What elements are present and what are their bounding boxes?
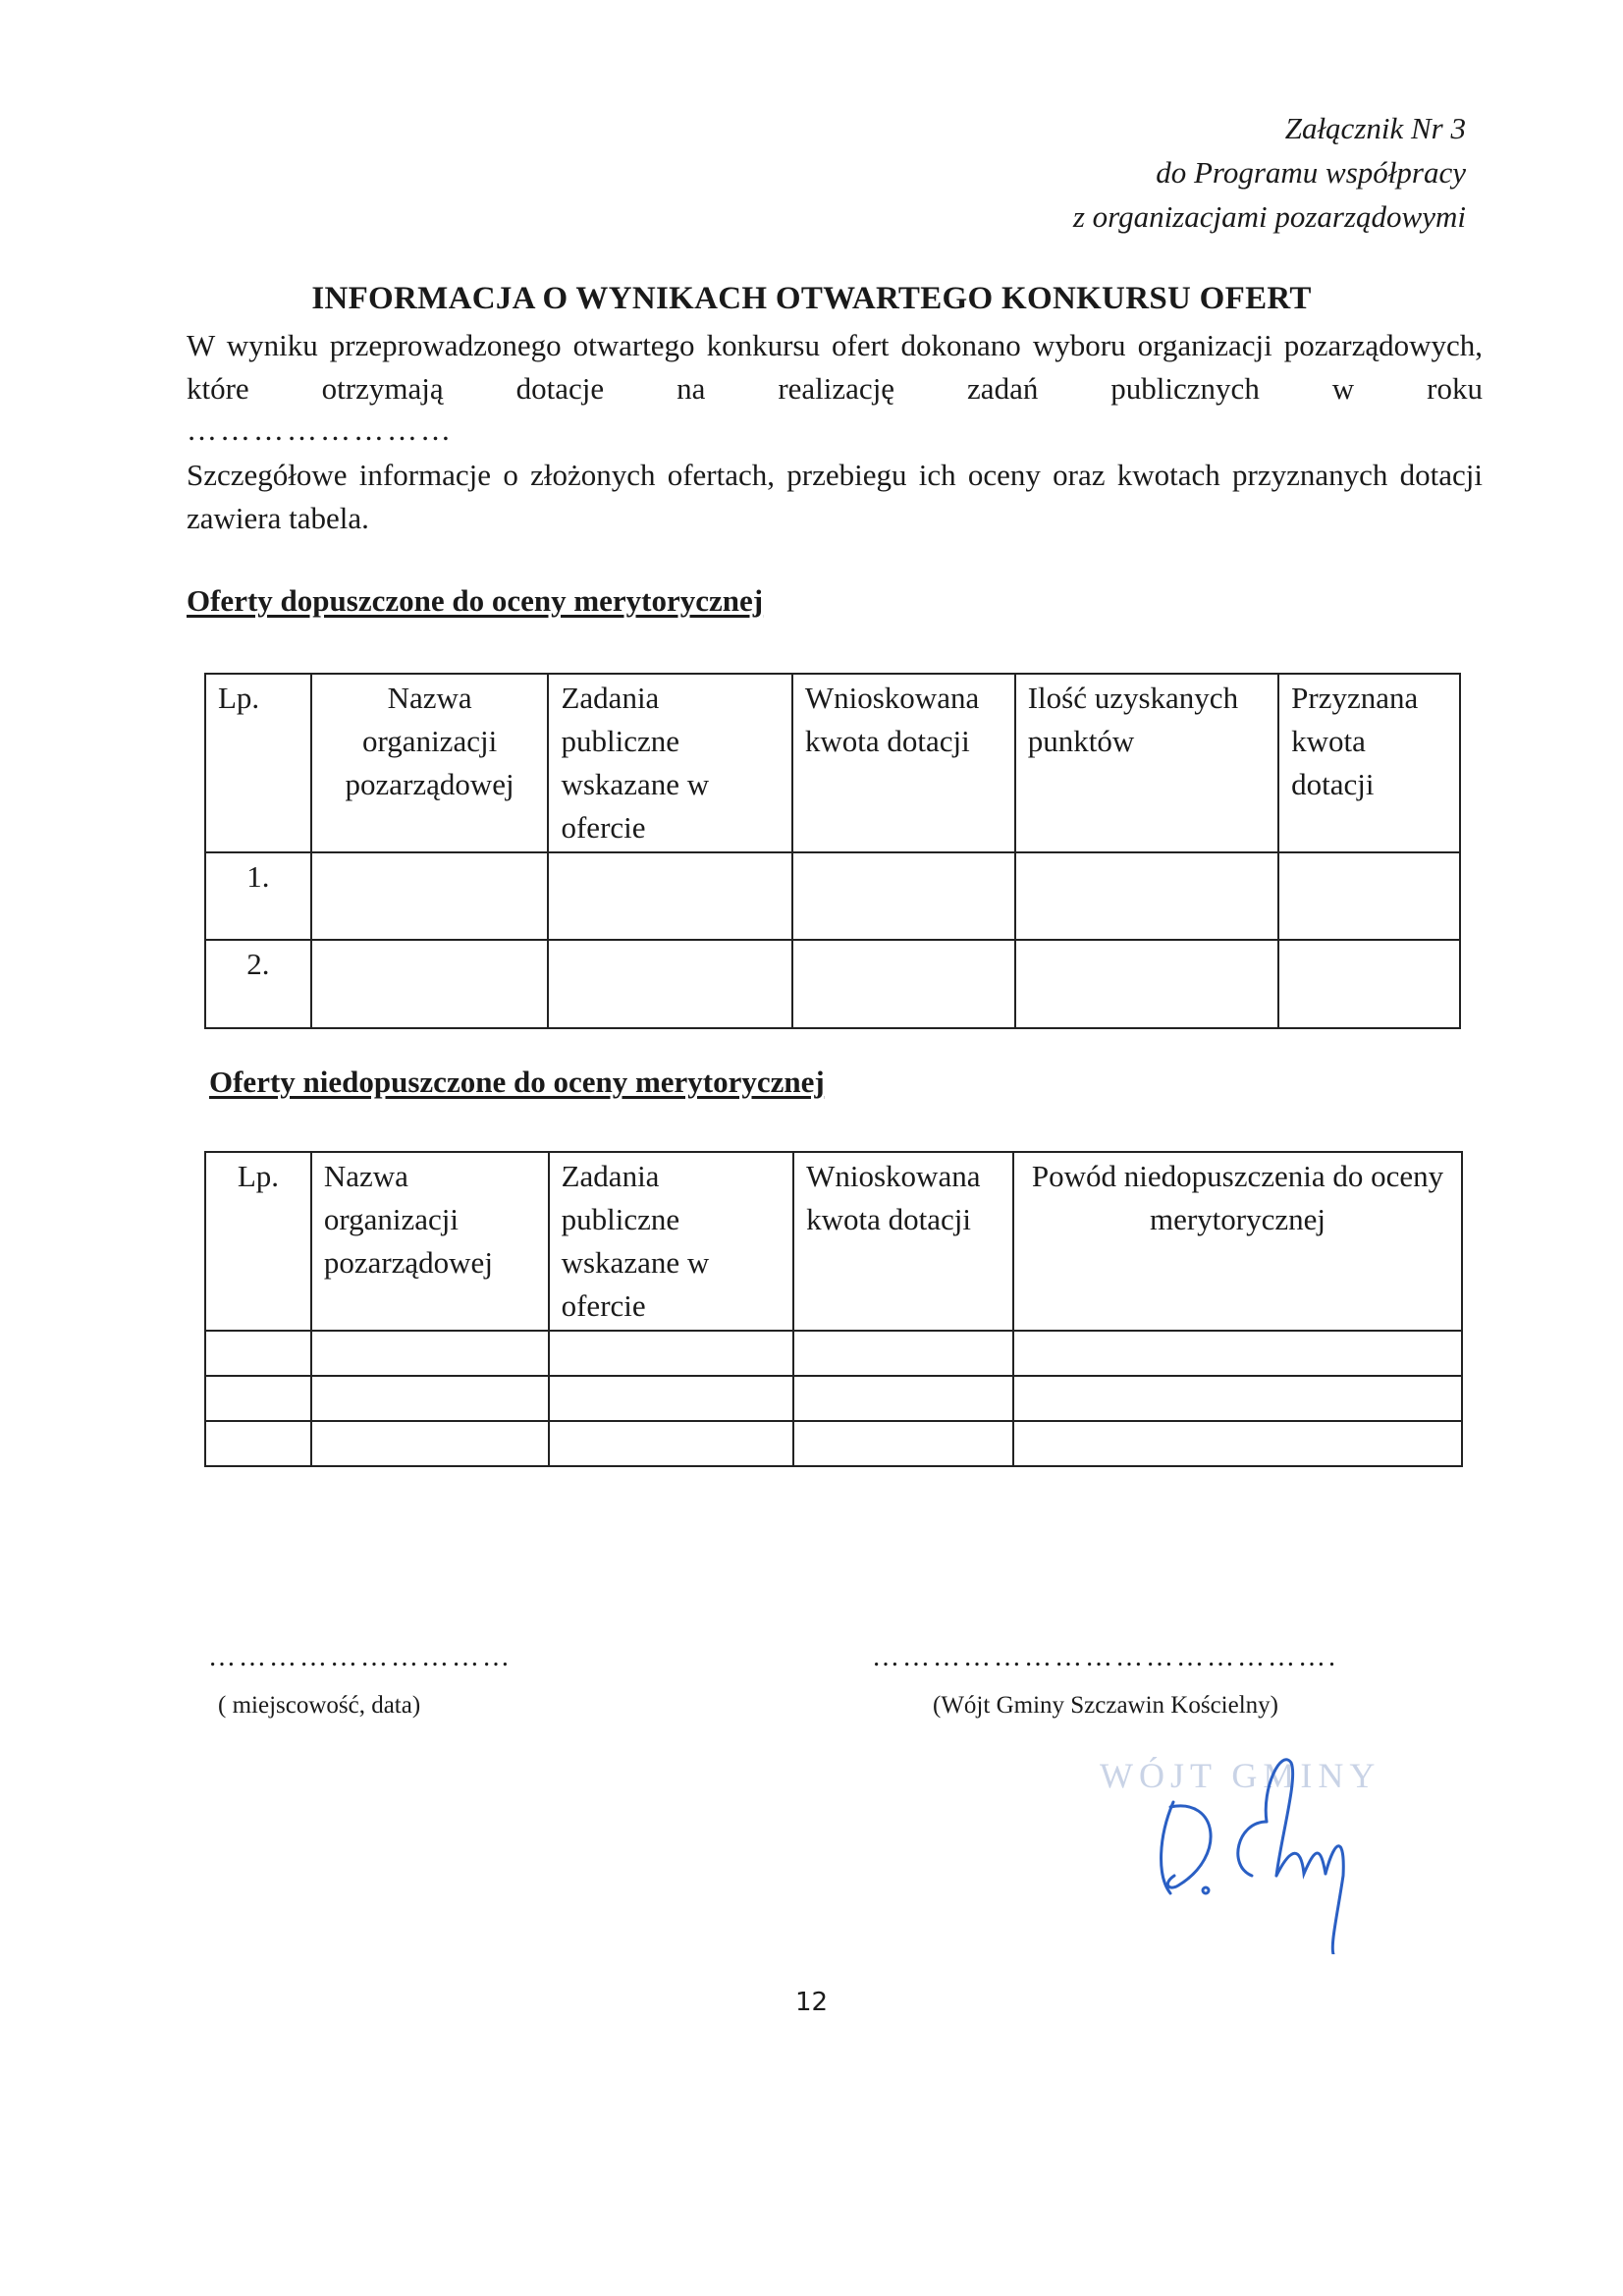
official-dotted-line: ………………………………………. [872,1642,1338,1672]
cell-requested-amount [793,1421,1013,1466]
cell-requested-amount [792,852,1015,940]
cell-public-tasks [549,1421,794,1466]
table-row [205,1376,1462,1421]
cell-points [1015,852,1278,940]
intro-paragraph-2: Szczegółowe informacje o złożonych ofertach, przebiegu ich oceny oraz kwotach przyznanych dotacji zawiera tabela. [187,458,1483,535]
cell-granted-amount [1278,852,1460,940]
cell-lp [205,1421,311,1466]
document-title: INFORMACJA O WYNIKACH OTWARTEGO KONKURSU OFERT [311,281,1312,316]
table-row [205,1421,1462,1466]
table-header-row [205,1152,1462,1331]
annex-line-3: z organizacjami pozarządowymi [1072,199,1466,234]
annex-line-1: Załącznik Nr 3 [1284,111,1466,145]
header-public-tasks: Zadania publiczne wskazane w ofercie [548,674,791,852]
cell-granted-amount [1278,940,1460,1028]
cell-rejection-reason [1013,1331,1462,1376]
admitted-offers-heading: Oferty dopuszczone do oceny merytorycznej [187,583,764,618]
header-points: Ilość uzyskanych punktów [1015,674,1278,852]
intro-paragraph-1: W wyniku przeprowadzonego otwartego konkursu ofert dokonano wyboru organizacji pozarządowych, które otrzymają dotacje na realizację zadań publicznych w roku [187,328,1483,406]
rejected-offers-heading: Oferty niedopuszczone do oceny merytorycznej [209,1065,825,1099]
header-lp: Lp. [205,674,311,852]
cell-points [1015,940,1278,1028]
rejected-offers-table [204,1151,1463,1467]
year-placeholder: …………………… [187,412,454,447]
header-granted-amount: Przyznana kwota dotacji [1278,674,1460,852]
cell-rejection-reason [1013,1376,1462,1421]
table-header-row [205,674,1460,852]
annex-line-2: do Programu współpracy [1156,155,1466,190]
place-date-label: ( miejscowość, data) [218,1692,421,1719]
cell-organization-name [311,1376,549,1421]
page-number: 12 [794,1988,829,2017]
cell-requested-amount [793,1376,1013,1421]
cell-organization-name [311,940,549,1028]
cell-public-tasks [548,852,791,940]
handwritten-signature [1080,1728,1404,1954]
header-organization-name: Nazwa organizacji pozarządowej [311,1152,549,1331]
row-lp: 1. [205,852,311,940]
table-row [205,940,1460,1028]
header-rejection-reason: Powód niedopuszczenia do oceny merytorycznej [1013,1152,1462,1331]
header-public-tasks: Zadania publiczne wskazane w ofercie [549,1152,794,1331]
cell-lp [205,1331,311,1376]
place-date-dotted-line: ………………………… [208,1642,513,1672]
cell-organization-name [311,1421,549,1466]
cell-requested-amount [792,940,1015,1028]
header-organization-name: Nazwa organizacji pozarządowej [311,674,549,852]
cell-organization-name [311,1331,549,1376]
cell-lp [205,1376,311,1421]
row-lp: 2. [205,940,311,1028]
annex-header [1073,106,1466,239]
header-requested-amount: Wnioskowana kwota dotacji [792,674,1015,852]
table-row [205,852,1460,940]
cell-organization-name [311,852,549,940]
official-label: (Wójt Gminy Szczawin Kościelny) [933,1692,1278,1719]
header-requested-amount: Wnioskowana kwota dotacji [793,1152,1013,1331]
header-lp: Lp. [205,1152,311,1331]
table-row [205,1331,1462,1376]
cell-public-tasks [549,1376,794,1421]
cell-rejection-reason [1013,1421,1462,1466]
admitted-offers-table [204,673,1461,1029]
cell-public-tasks [548,940,791,1028]
cell-public-tasks [549,1331,794,1376]
cell-requested-amount [793,1331,1013,1376]
stamp-text: WÓJT GMINY [1100,1756,1381,1795]
